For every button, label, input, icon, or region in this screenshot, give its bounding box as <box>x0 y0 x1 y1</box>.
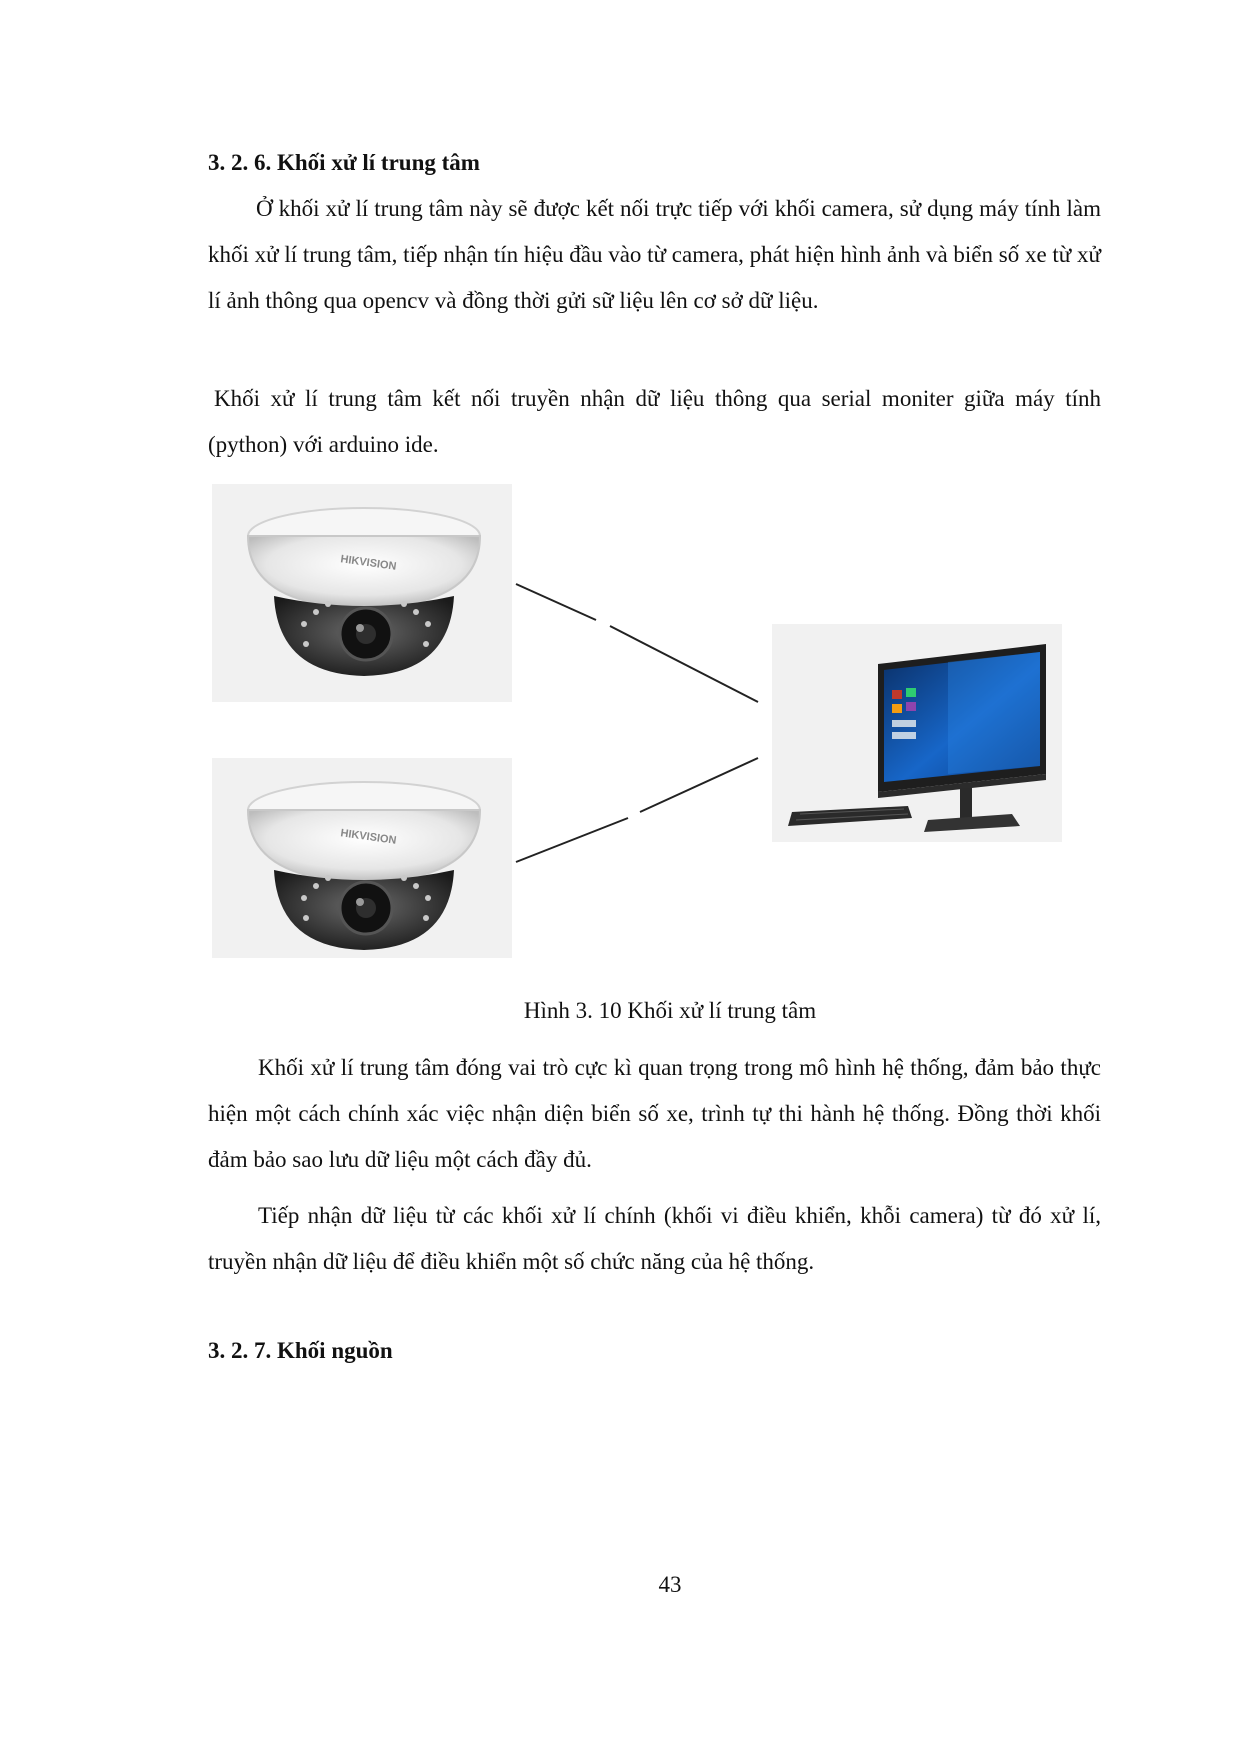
section-heading-3-2-6: 3. 2. 6. Khối xử lí trung tâm <box>208 150 480 175</box>
figure-caption: Hình 3. 10 Khối xử lí trung tâm <box>523 998 817 1023</box>
paragraph-central-processing-intro: Ở khối xử lí trung tâm này sẽ được kết nối trực tiếp với khối camera, sử dụng máy tính làm khối xử lí trung tâm, tiếp nhận tín hiệu đầu vào từ camera, phát hiện hình ảnh và biển số xe từ xử lí ảnh thông qua opencv và đồng thời gửi sữ liệu lên cơ sở dữ liệu. <box>208 196 1101 313</box>
dome-camera-top-icon <box>212 484 512 702</box>
paragraph-central-processing-role: Khối xử lí trung tâm đóng vai trò cực kì quan trọng trong mô hình hệ thống, đảm bảo thực hiện một cách chính xác việc nhận diện biển số xe, trình tự thi hành hệ thống. Đồng thời khối đảm bảo sao lưu dữ liệu một cách đầy đủ. <box>208 1055 1101 1172</box>
figure-central-processing-block <box>208 484 1088 970</box>
dome-camera-bottom-icon <box>212 758 512 958</box>
paragraph-data-reception: Tiếp nhận dữ liệu từ các khối xử lí chính (khối vi điều khiển, khỗi camera) từ đó xử lí, truyền nhận dữ liệu để điều khiển một số chức năng của hệ thống. <box>208 1203 1101 1274</box>
camera-brand-label: HIKVISION <box>339 553 398 573</box>
paragraph-serial-communication: Khối xử lí trung tâm kết nối truyền nhận dữ liệu thông qua serial moniter giữa máy tính (python) với arduino ide. <box>208 386 1101 457</box>
section-heading-3-2-7: 3. 2. 7. Khối nguồn <box>208 1338 393 1363</box>
camera-brand-label: HIKVISION <box>339 827 398 847</box>
connector-lines <box>516 584 758 862</box>
desktop-computer-icon <box>772 624 1062 842</box>
page-number: 43 <box>658 1572 682 1597</box>
